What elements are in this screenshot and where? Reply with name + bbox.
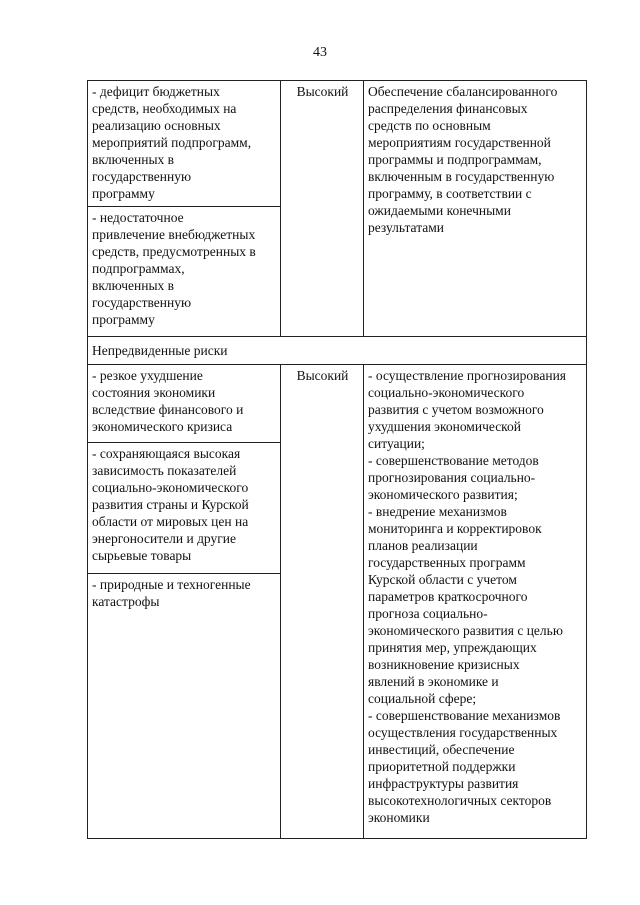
risk-list-cell	[88, 365, 281, 839]
page-number: 43	[313, 45, 327, 60]
risk-level-cell: Высокий	[281, 81, 364, 337]
risk-item: - дефицит бюджетных средств, необходимых на реализацию основных мероприятий подпрограмм, включенных в государственную программу	[88, 81, 280, 207]
risk-item: - сохраняющаяся высокая зависимость показателей социально-экономического развития страны и Курской области от мировых цен на энергоносители и другие сырьевые товары	[88, 443, 280, 574]
table-row-financial-risks	[88, 81, 587, 337]
measures-cell: Обеспечение сбалансированного распределения финансовых средств по основным мероприятиям государственной программы и подпрограммам, включенным в государственную программу, в соответствии с ожидаемыми конечными результатами	[364, 81, 587, 337]
section-title: Непредвиденные риски	[88, 337, 587, 365]
risk-item: - природные и техногенные катастрофы	[92, 577, 251, 609]
risk-table	[87, 80, 587, 839]
risk-list-cell	[88, 81, 281, 337]
measures-cell: - осуществление прогнозирования социально-экономического развития с учетом возможного ухудшения экономической ситуации; - совершенствование методов прогнозирования социально- экономического развития; - внедрение механизмов мониторинга и корректировок планов реализации государственных программ Курской области с учетом параметров краткосрочного прогноза социально- экономического развития с целью принятия мер, упреждающих возникновение кризисных явлений в экономике и социальной сфере; - совершенствование механизмов осуществления государственных инвестиций, обеспечение приоритетной поддержки инфраструктуры развития высокотехнологичных секторов экономики	[364, 365, 587, 839]
risk-item: - недостаточное привлечение внебюджетных средств, предусмотренных в подпрограммах, включенных в государственную программу	[92, 210, 256, 327]
table-row-section	[88, 337, 587, 365]
risk-item: - резкое ухудшение состояния экономики вследствие финансового и экономического кризиса	[88, 365, 280, 443]
table-row-unforeseen-risks	[88, 365, 587, 839]
risk-level-cell: Высокий	[281, 365, 364, 839]
